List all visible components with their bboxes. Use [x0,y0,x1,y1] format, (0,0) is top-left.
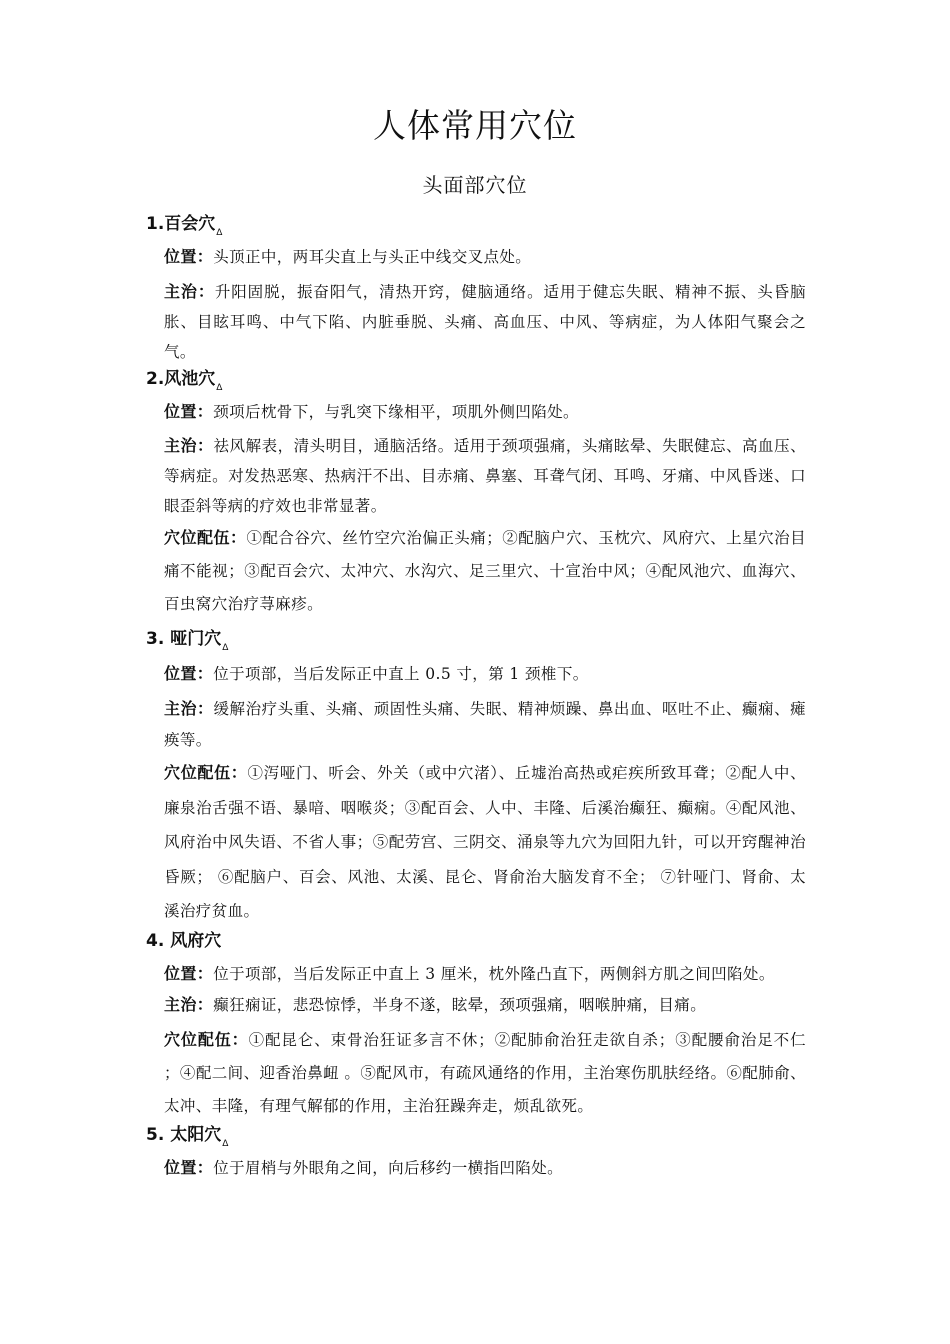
position-text: 颈项后枕骨下，与乳突下缘相平，项肌外侧凹陷处。 [213,403,579,421]
combo-text: ①泻哑门、听会、外关（或中穴渚）、丘墟治高热或疟疾所致耳聋；②配人中、廉泉治舌强不语、暴喑、咽喉炎；③配百会、人中、丰隆、后溪治癫狂、癫痫。④配风池、风府治中风失语、不省人事；⑤配劳宫、三阴交、涌泉等九穴为回阳九针，可以开窍醒神治昏厥； ⑥配脑户、百会、风池、太溪、昆仑、肾俞治大脑发育不全； ⑦针哑门、肾俞、太溪治疗贫血。 [164,764,806,920]
indication-label: 主治： [164,994,214,1014]
acupoint-heading-yamen: 3. 哑门穴$_\Delta$ [146,629,229,653]
indication-label: 主治： [164,699,214,718]
indication-paragraph [164,277,806,367]
position-text: 头顶正中，两耳尖直上与头正中线交叉点处。 [213,248,532,266]
indication-label: 主治： [164,282,215,301]
combo-label: 穴位配伍： [164,1029,249,1049]
combo-label: 穴位配伍： [164,763,248,782]
position-paragraph [164,660,806,688]
page-title: 人体常用穴位 [373,106,577,145]
acupoint-heading-baihui: 1.百会穴$_\Delta$ [146,214,223,238]
position-text: 位于项部，当后发际正中直上 0.5 寸，第 1 颈椎下。 [213,665,589,683]
indication-paragraph [164,991,806,1019]
indication-label: 主治： [164,436,214,455]
position-label: 位置： [164,247,214,266]
delta-mark: Δ [222,1138,229,1149]
position-paragraph [164,959,806,989]
combo-paragraph [164,521,806,621]
delta-mark: Δ [216,228,223,238]
position-text: 位于项部，当后发际正中直上 3 厘米，枕外隆凸直下，两侧斜方肌之间凹陷处。 [213,964,775,983]
indication-text: 癫狂痫证，悲恐惊悸，半身不遂，眩晕，颈项强痛，咽喉肿痛，目痛。 [213,995,707,1014]
position-text: 位于眉梢与外眼角之间，向后移约一横指凹陷处。 [213,1158,564,1177]
position-label: 位置： [164,664,214,683]
position-label: 位置： [164,402,214,421]
position-paragraph [164,398,806,426]
position-label: 位置： [164,1157,214,1177]
indication-paragraph [164,693,806,756]
indication-text: 升阳固脱，振奋阳气，清热开窍，健脑通络。适用于健忘失眠、精神不振、头昏脑胀、目眩耳鸣、中气下陷、内脏垂脱、头痛、高血压、中风、等病症，为人体阳气聚会之气。 [164,283,806,361]
section-subtitle: 头面部穴位 [422,173,528,197]
combo-label: 穴位配伍： [164,528,247,547]
combo-text: ①配昆仑、束骨治狂证多言不休；②配肺俞治狂走欲自杀；③配腰俞治足不仁 ；④配二间、迎香治鼻衄 。⑤配风市，有疏风通络的作用，主治寒伤肌肤经络。⑥配肺俞、太冲、丰隆，有理气解郁的作用，主治狂躁奔走，烦乱欲死。 [164,1030,806,1115]
delta-mark: Δ [222,643,229,653]
combo-text: ①配合谷穴、丝竹空穴治偏正头痛；②配脑户穴、玉枕穴、风府穴、上星穴治目痛不能视；③配百会穴、太冲穴、水沟穴、足三里穴、十宣治中风；④配风池穴、血海穴、百虫窝穴治疗荨麻疹。 [164,529,806,613]
position-paragraph [164,243,806,271]
combo-paragraph [164,756,806,929]
delta-mark: Δ [216,383,223,393]
acupoint-heading-fengfu: 4. 风府穴 [146,930,222,951]
combo-paragraph [164,1023,806,1123]
acupoint-heading-taiyang: 5. 太阳穴$_\Delta$ [146,1124,229,1149]
indication-paragraph [164,431,806,521]
position-paragraph [164,1154,806,1182]
acupoint-heading-fengchi: 2.风池穴$_\Delta$ [146,369,223,393]
indication-text: 祛风解表，清头明目，通脑活络。适用于颈项强痛，头痛眩晕、失眠健忘、高血压、等病症。对发热恶寒、热病汗不出、目赤痛、鼻塞、耳聋气闭、耳鸣、牙痛、中风昏迷、口眼歪斜等病的疗效也非常显著。 [164,437,806,515]
document-body [146,210,806,1182]
indication-text: 缓解治疗头重、头痛、顽固性头痛、失眠、精神烦躁、鼻出血、呕吐不止、癫痫、瘫痪等。 [164,700,806,749]
position-label: 位置： [164,963,214,983]
